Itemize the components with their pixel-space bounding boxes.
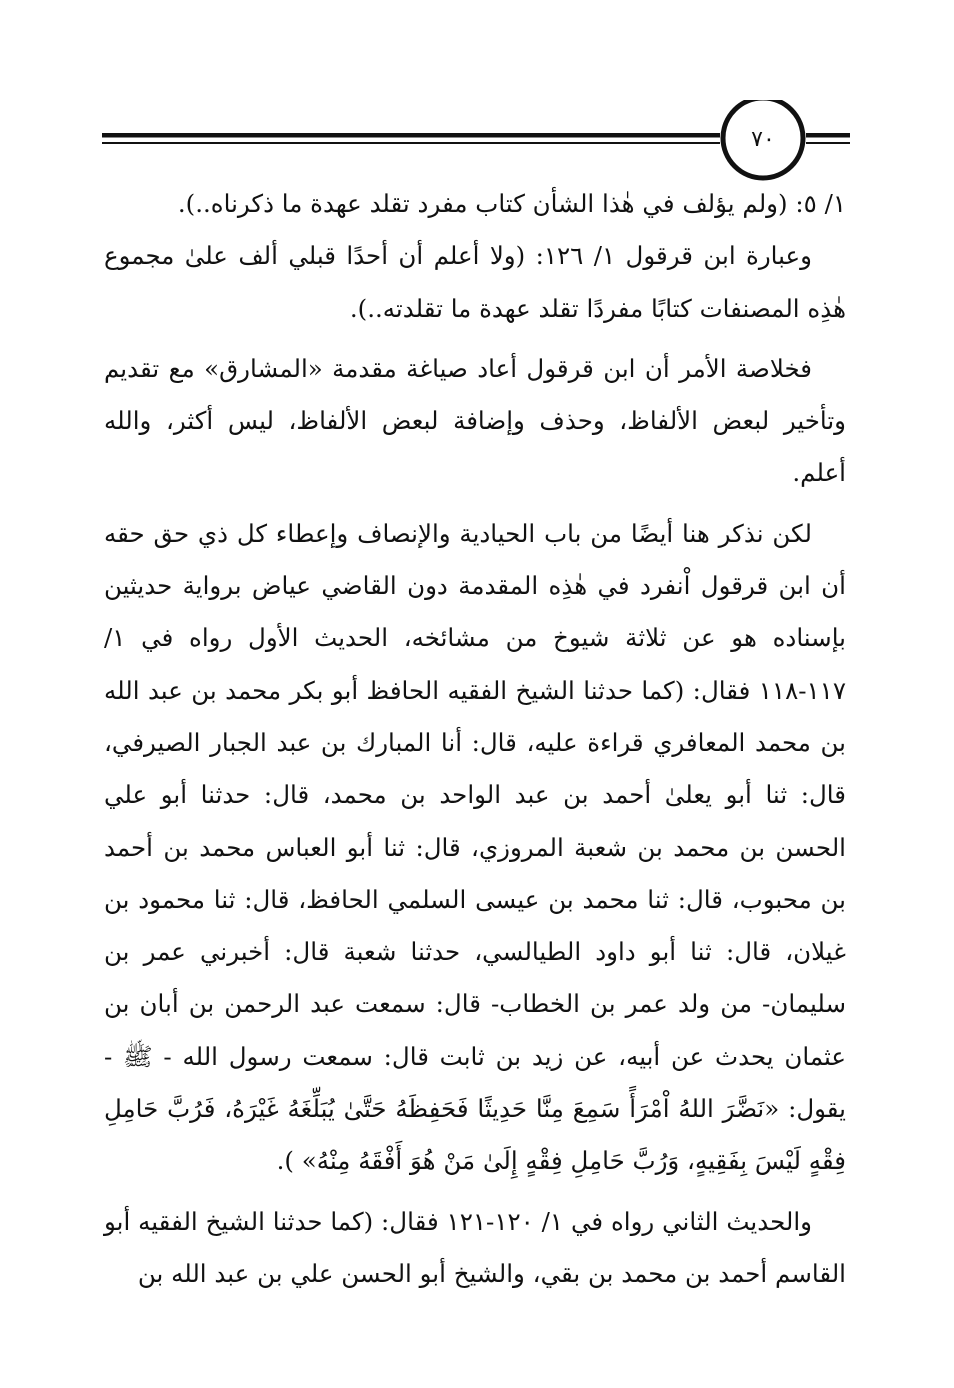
paragraph-second-hadith: والحديث الثاني رواه في ١/ ١٢٠-١٢١ فقال: (كما حدثنا الشيخ الفقيه أبو القاسم أحمد بن محمد بن بقي، والشيخ أبو الحسن علي بن عبد الله بن: [104, 1206, 846, 1288]
header-rule-right-thick: [806, 133, 850, 138]
paragraph-first-hadith: لكن نذكر هنا أيضًا من باب الحيادية والإنصاف وإعطاء كل ذي حق حقه أن ابن قرقول اْنفرد في هٰذِه المقدمة دون القاضي عياض برواية حديثين بإسناده هو عن ثلاثة شيوخ من مشائخه، الحديث الأول رواه في ١/ ١١٧-١١٨ فقال: (كما حدثنا الشيخ الفقيه الحافظ أبو بكر محمد بن عبد الله بن محمد المعافري قراءة عليه، قال: أنا المبارك بن عبد الجبار الصيرفي، قال: ثنا أبو يعلىٰ أحمد بن عبد الواحد بن محمد، قال: حدثنا أبو علي الحسن بن محمد بن شعبة المروزي، قال: ثنا أبو العباس محمد بن أحمد بن محبوب، قال: ثنا محمد بن عيسى السلمي الحافظ، قال: ثنا محمود بن غيلان، قال: ثنا أبو داود الطيالسي، حدثنا شعبة قال: أخبرني عمر بن سليمان- من ولد عمر بن الخطاب- قال: سمعت عبد الرحمن بن أبان بن عثمان يحدث عن أبيه، عن زيد بن ثابت قال: سمعت رسول الله - ﷺ - يقول: «نَضَّرَ اللهُ اْمْرَأً سَمِعَ مِنَّا حَدِيثًا فَحَفِظَهُ حَتَّىٰ يُبَلِّغَهُ غَيْرَهُ، فَرُبَّ حَامِلِ فِقْهٍ لَيْسَ بِفَقِيهٍ، وَرُبَّ حَامِلِ فِقْهٍ إِلَىٰ مَنْ هُوَ أَفْقَهُ مِنْهُ» ).: [104, 518, 846, 1176]
paragraph-quote-1: ١/ ٥: (ولم يؤلف في هٰذا الشأن كتاب مفرد تقلد عهدة ما ذكرناه..).: [177, 189, 846, 218]
header-rule-right-thin: [806, 142, 850, 144]
page-header: [100, 100, 852, 190]
paragraph-quote-2: وعبارة ابن قرقول ١/ ١٢٦: (ولا أعلم أن أحدًا قبلي ألف علىٰ مجموع هٰذِه المصنفات كتابًا مفردًا تقلد عهدة ما تقلدته..).: [104, 241, 846, 323]
page-number: ٧٠: [751, 127, 775, 152]
header-ornament: [100, 100, 852, 190]
header-rule-thin: [102, 142, 720, 144]
main-text: [104, 178, 846, 1300]
header-rule-thick: [102, 133, 720, 138]
paragraph-summary: فخلاصة الأمر أن ابن قرقول أعاد صياغة مقدمة «المشارق» مع تقديم وتأخير لبعض الألفاظ، وحذف وإضافة لبعض الألفاظ، ليس أكثر، والله أعلم.: [104, 353, 846, 488]
